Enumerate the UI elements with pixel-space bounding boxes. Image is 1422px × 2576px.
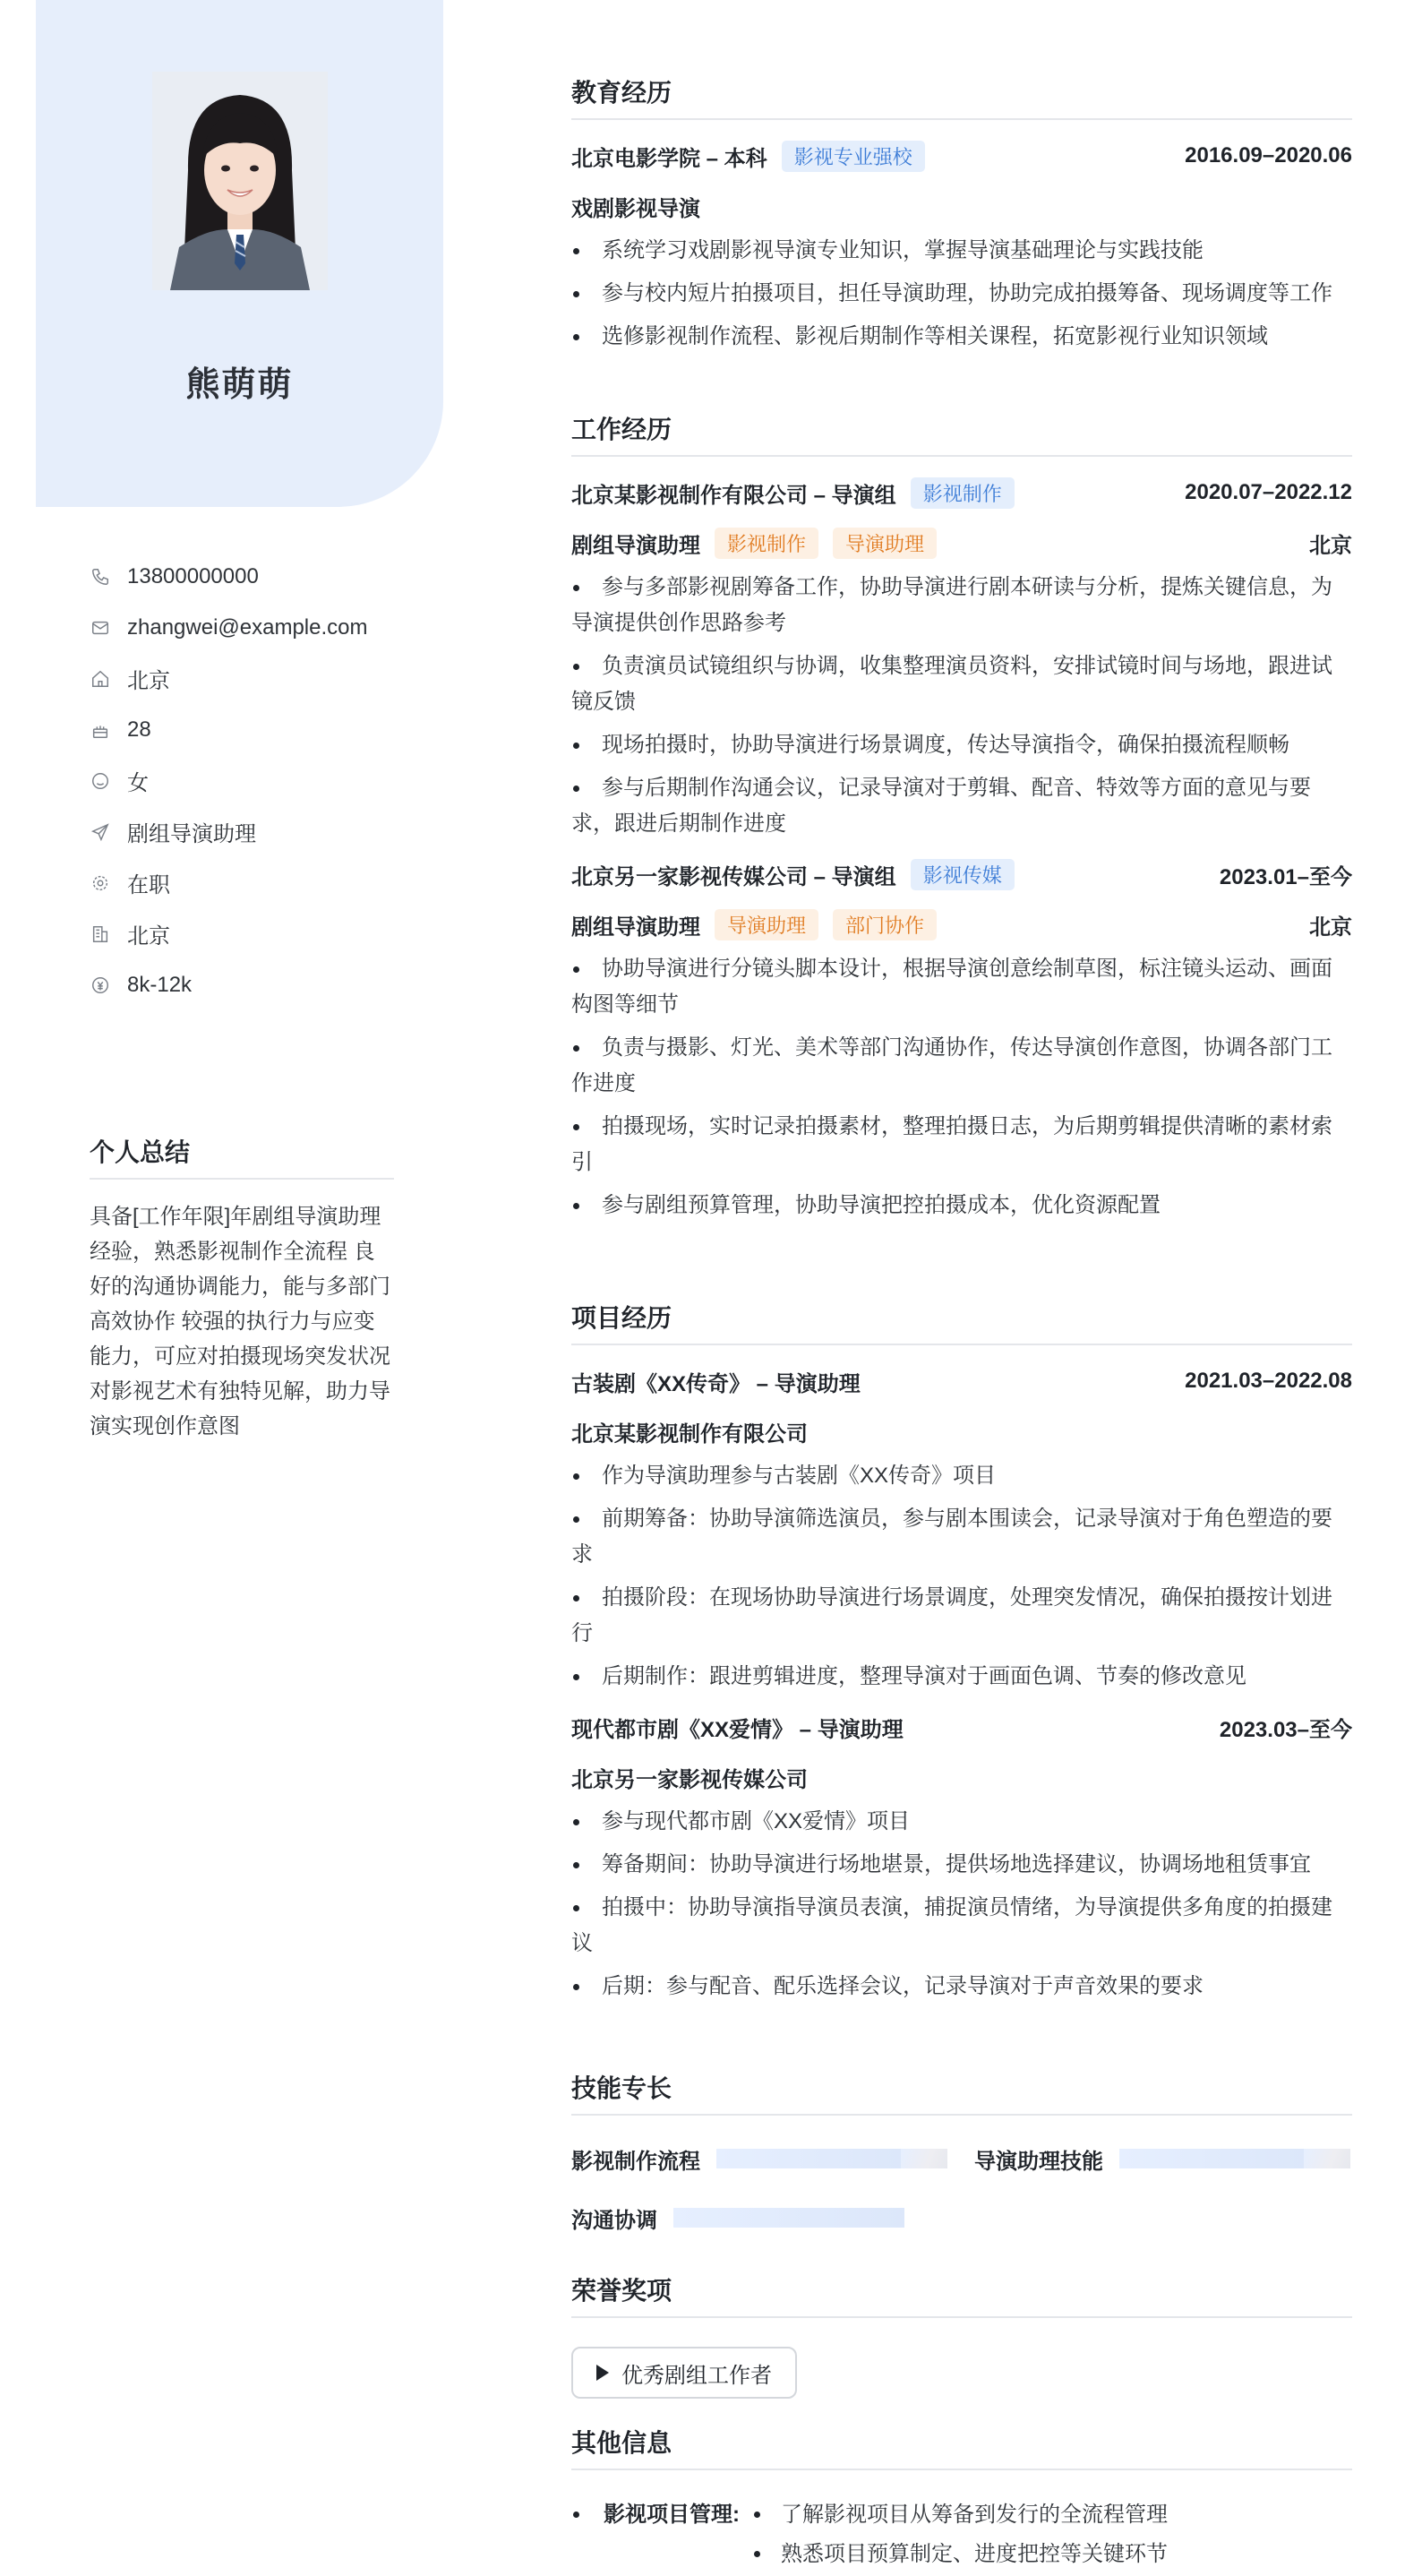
list-item: 了解影视项目从筹备到发行的全流程管理 xyxy=(750,2495,1168,2535)
honors-title: 荣誉奖项 xyxy=(571,2271,1352,2318)
contact-gender-text: 女 xyxy=(127,771,149,795)
work-company-tag: 影视制作 xyxy=(911,477,1015,509)
work-entry-2 xyxy=(571,849,1352,1224)
building-icon xyxy=(90,923,111,945)
cake-icon xyxy=(90,719,111,741)
other-info xyxy=(571,2495,1352,2574)
work-company: 北京某影视制作有限公司 – 导演组 xyxy=(571,483,896,508)
contact-position-text: 剧组导演助理 xyxy=(127,822,256,846)
skills-title: 技能专长 xyxy=(571,2069,1352,2116)
list-item: 负责与摄影、灯光、美术等部门沟通协作，传达导演创作意图，协调各部门工作进度 xyxy=(571,1030,1352,1102)
list-item: 拍摄中：协助导演指导演员表演，捕捉演员情绪，为导演提供多角度的拍摄建议 xyxy=(571,1890,1352,1962)
avatar xyxy=(152,72,328,290)
candidate-name: 熊萌萌 xyxy=(185,366,294,404)
work-company-tag: 影视传媒 xyxy=(911,859,1015,890)
home-icon xyxy=(90,668,111,690)
project-bullets xyxy=(571,1458,1352,1695)
list-item: 作为导演助理参与古装剧《XX传奇》项目 xyxy=(571,1458,1352,1494)
contact-status xyxy=(90,857,412,908)
status-icon xyxy=(90,872,111,894)
contact-home xyxy=(90,653,412,704)
work-entry-1 xyxy=(571,468,1352,842)
work-title: 工作经历 xyxy=(571,410,1352,457)
contact-email xyxy=(90,602,412,653)
profile-card xyxy=(36,0,443,507)
project-entry-1 xyxy=(571,1356,1352,1695)
skills-list xyxy=(571,2141,1352,2259)
list-item: 参与多部影视剧筹备工作，协助导演进行剧本研读与分析，提炼关键信息，为导演提供创作思路参考 xyxy=(571,570,1352,641)
contact-email-text: zhangwei@example.com xyxy=(127,614,368,640)
skill-name: 沟通协调 xyxy=(571,2208,657,2233)
work-section xyxy=(571,410,1352,1231)
projects-title: 项目经历 xyxy=(571,1299,1352,1345)
education-period: 2016.09–2020.06 xyxy=(1185,143,1352,167)
work-bullets xyxy=(571,570,1352,842)
award-item-button[interactable] xyxy=(571,2347,797,2399)
list-item: 前期筹备：协助导演筛选演员，参与剧本围读会，记录导演对于角色塑造的要求 xyxy=(571,1501,1352,1573)
project-name: 古装剧《XX传奇》 – 导演助理 xyxy=(571,1371,861,1396)
contact-age xyxy=(90,704,412,755)
list-item: 熟悉项目预算制定、进度把控等关键环节 xyxy=(750,2535,1168,2574)
contact-phone-text: 13800000000 xyxy=(127,563,259,588)
education-section xyxy=(571,73,1352,362)
project-name: 现代都市剧《XX爱情》 – 导演助理 xyxy=(571,1717,904,1742)
education-tag: 影视专业强校 xyxy=(782,141,925,172)
contact-gender xyxy=(90,755,412,806)
summary-text: 具备[工作年限]年剧组导演助理经验，熟悉影视制作全流程 良好的沟通协调能力，能与多部门高效协作 较强的执行力与应变能力，可应对拍摄现场突发状况 对影视艺术有独特见解，助力导演实现创作意图 xyxy=(90,1205,390,1438)
skill-level-bar xyxy=(673,2208,904,2228)
project-bullets xyxy=(571,1804,1352,2005)
project-company: 北京某影视制作有限公司 xyxy=(571,1421,808,1447)
list-item: 参与后期制作沟通会议，记录导演对于剪辑、配音、特效等方面的意见与要求，跟进后期制作进度 xyxy=(571,770,1352,842)
list-item: 选修影视制作流程、影视后期制作等相关课程，拓宽影视行业知识领域 xyxy=(571,319,1352,355)
list-item: 拍摄阶段：在现场协助导演进行场景调度，处理突发情况，确保拍摄按计划进行 xyxy=(571,1580,1352,1652)
skill-name: 导演助理技能 xyxy=(974,2149,1103,2174)
list-item: 协助导演进行分镜头脚本设计，根据导演创意绘制草图，标注镜头运动、画面构图等细节 xyxy=(571,951,1352,1023)
education-major: 戏剧影视导演 xyxy=(571,196,700,221)
bullet-icon xyxy=(573,2512,579,2518)
gender-icon xyxy=(90,770,111,792)
personal-summary xyxy=(90,1133,394,1444)
list-item: 参与剧组预算管理，协助导演把控拍摄成本，优化资源配置 xyxy=(571,1188,1352,1224)
list-item: 参与校内短片拍摄项目，担任导演助理，协助完成拍摄筹备、现场调度等工作 xyxy=(571,276,1352,312)
portrait-image xyxy=(152,72,328,290)
projects-section xyxy=(571,1299,1352,2012)
send-icon xyxy=(90,821,111,843)
other-key: 影视项目管理: xyxy=(604,2503,740,2527)
contact-city-text: 北京 xyxy=(127,924,170,949)
contact-list xyxy=(90,551,412,1010)
contact-salary-text: 8k-12k xyxy=(127,972,193,997)
work-role-tag: 部门协作 xyxy=(833,909,937,940)
award-label: 优秀剧组工作者 xyxy=(621,2363,772,2388)
list-item: 拍摄现场，实时记录拍摄素材，整理拍摄日志，为后期剪辑提供清晰的素材索引 xyxy=(571,1109,1352,1181)
other-key-row xyxy=(571,2495,750,2574)
list-item: 参与现代都市剧《XX爱情》项目 xyxy=(571,1804,1352,1840)
project-period: 2021.03–2022.08 xyxy=(1185,1369,1352,1393)
work-role: 剧组导演助理 xyxy=(571,914,700,940)
phone-icon xyxy=(90,566,111,588)
contact-status-text: 在职 xyxy=(127,873,170,897)
skill-item xyxy=(571,2200,974,2236)
other-title: 其他信息 xyxy=(571,2424,1352,2470)
contact-home-text: 北京 xyxy=(127,669,170,693)
education-bullets xyxy=(571,233,1352,355)
skill-name: 影视制作流程 xyxy=(571,2149,700,2174)
work-city: 北京 xyxy=(1309,914,1352,940)
list-item: 后期：参与配音、配乐选择会议，记录导演对于声音效果的要求 xyxy=(571,1969,1352,2005)
work-city: 北京 xyxy=(1309,533,1352,558)
work-period: 2020.07–2022.12 xyxy=(1185,480,1352,504)
project-period: 2023.03–至今 xyxy=(1219,1717,1352,1742)
skill-item xyxy=(571,2141,974,2177)
education-title: 教育经历 xyxy=(571,73,1352,120)
contact-position xyxy=(90,806,412,857)
work-company: 北京另一家影视传媒公司 – 导演组 xyxy=(571,864,896,889)
other-values xyxy=(750,2495,1168,2574)
work-role-tag: 导演助理 xyxy=(833,528,937,559)
skill-item xyxy=(974,2141,1352,2177)
project-company: 北京另一家影视传媒公司 xyxy=(571,1767,808,1792)
list-item: 负责演员试镜组织与协调，收集整理演员资料，安排试镜时间与场地，跟进试镜反馈 xyxy=(571,648,1352,720)
work-role-tag: 影视制作 xyxy=(715,528,818,559)
education-school: 北京电影学院 – 本科 xyxy=(571,146,767,171)
contact-age-text: 28 xyxy=(127,717,151,742)
list-item: 现场拍摄时，协助导演进行场景调度，传达导演指令，确保拍摄流程顺畅 xyxy=(571,727,1352,763)
work-role-tag: 导演助理 xyxy=(715,909,818,940)
work-bullets xyxy=(571,951,1352,1224)
contact-salary xyxy=(90,959,412,1010)
contact-city xyxy=(90,908,412,959)
summary-title: 个人总结 xyxy=(90,1133,394,1180)
list-item: 后期制作：跟进剪辑进度，整理导演对于画面色调、节奏的修改意见 xyxy=(571,1659,1352,1695)
skills-section xyxy=(571,2069,1352,2259)
list-item: 筹备期间：协助导演进行场地堪景，提供场地选择建议，协调场地租赁事宜 xyxy=(571,1847,1352,1883)
email-icon xyxy=(90,617,111,639)
work-role: 剧组导演助理 xyxy=(571,533,700,558)
play-icon xyxy=(596,2365,609,2381)
project-entry-2 xyxy=(571,1702,1352,2005)
skill-level-bar xyxy=(716,2149,947,2168)
honors-section xyxy=(571,2271,1352,2399)
other-section xyxy=(571,2424,1352,2574)
contact-phone xyxy=(90,551,412,602)
salary-icon xyxy=(90,975,111,996)
work-period: 2023.01–至今 xyxy=(1219,864,1352,889)
list-item: 系统学习戏剧影视导演专业知识，掌握导演基础理论与实践技能 xyxy=(571,233,1352,269)
skill-level-bar xyxy=(1119,2149,1350,2168)
